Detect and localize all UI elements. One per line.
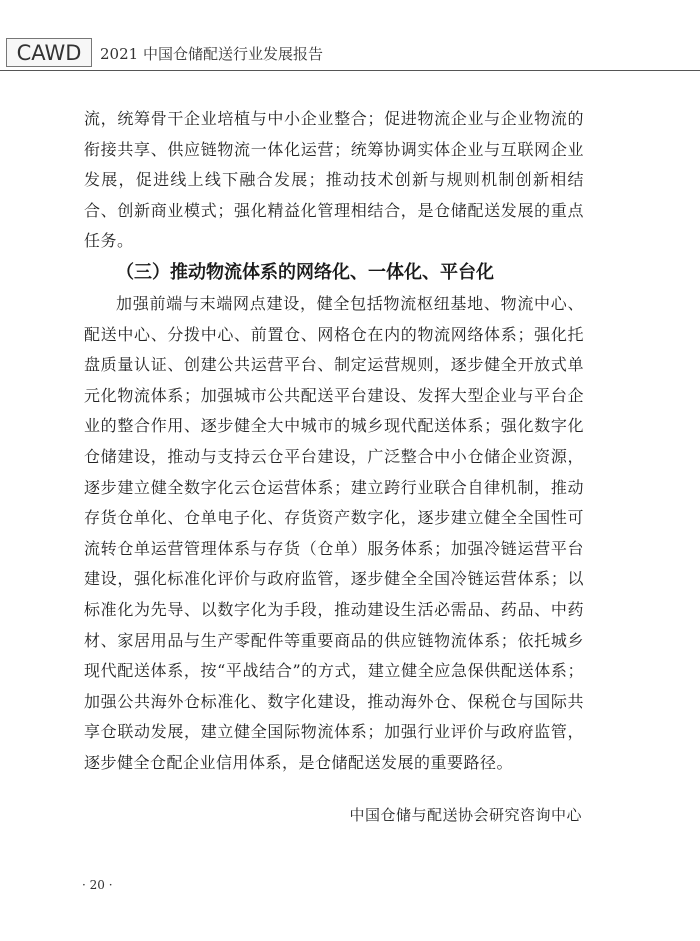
report-title: 2021 中国仓储配送行业发展报告 [100, 45, 323, 63]
header-divider [0, 70, 700, 71]
cawd-logo: CAWD [6, 38, 92, 67]
page-header [0, 28, 700, 76]
continued-paragraph: 流，统筹骨干企业培植与中小企业整合；促进物流企业与企业物流的衔接共享、供应链物流一体化运营；统筹协调实体企业与互联网企业发展，促进线上线下融合发展；推动技术创新与规则机制创新相结合、创新商业模式；强化精益化管理相结合，是仓储配送发展的重点任务。 [84, 109, 584, 251]
page-number: · 20 · [82, 878, 113, 892]
page-body [84, 104, 584, 778]
signature: 中国仓储与配送协会研究咨询中心 [349, 806, 582, 824]
section-paragraph: 加强前端与末端网点建设，健全包括物流枢纽基地、物流中心、配送中心、分拨中心、前置仓、网格仓在内的物流网络体系；强化托盘质量认证、创建公共运营平台、制定运营规则，逐步健全开放式单元化物流体系；加强城市公共配送平台建设、发挥大型企业与平台企业的整合作用、逐步健全大中城市的城乡现代配送体系；强化数字化仓储建设，推动与支持云仓平台建设，广泛整合中小仓储企业资源，逐步建立健全数字化云仓运营体系；建立跨行业联合自律机制，推动存货仓单化、仓单电子化、存货资产数字化，逐步建立健全全国性可流转仓单运营管理体系与存货（仓单）服务体系；加强冷链运营平台建设，强化标准化评价与政府监管，逐步健全全国冷链运营体系；以标准化为先导、以数字化为手段，推动建设生活必需品、药品、中药材、家居用品与生产零配件等重要商品的供应链物流体系；依托城乡现代配送体系，按“平战结合”的方式，建立健全应急保供配送体系；加强公共海外仓标准化、数字化建设，推动海外仓、保税仓与国际共享仓联动发展，建立健全国际物流体系；加强行业评价与政府监管，逐步健全仓配企业信用体系，是仓储配送发展的重要路径。 [84, 293, 584, 772]
section-heading: （三）推动物流体系的网络化、一体化、平台化 [116, 261, 494, 283]
